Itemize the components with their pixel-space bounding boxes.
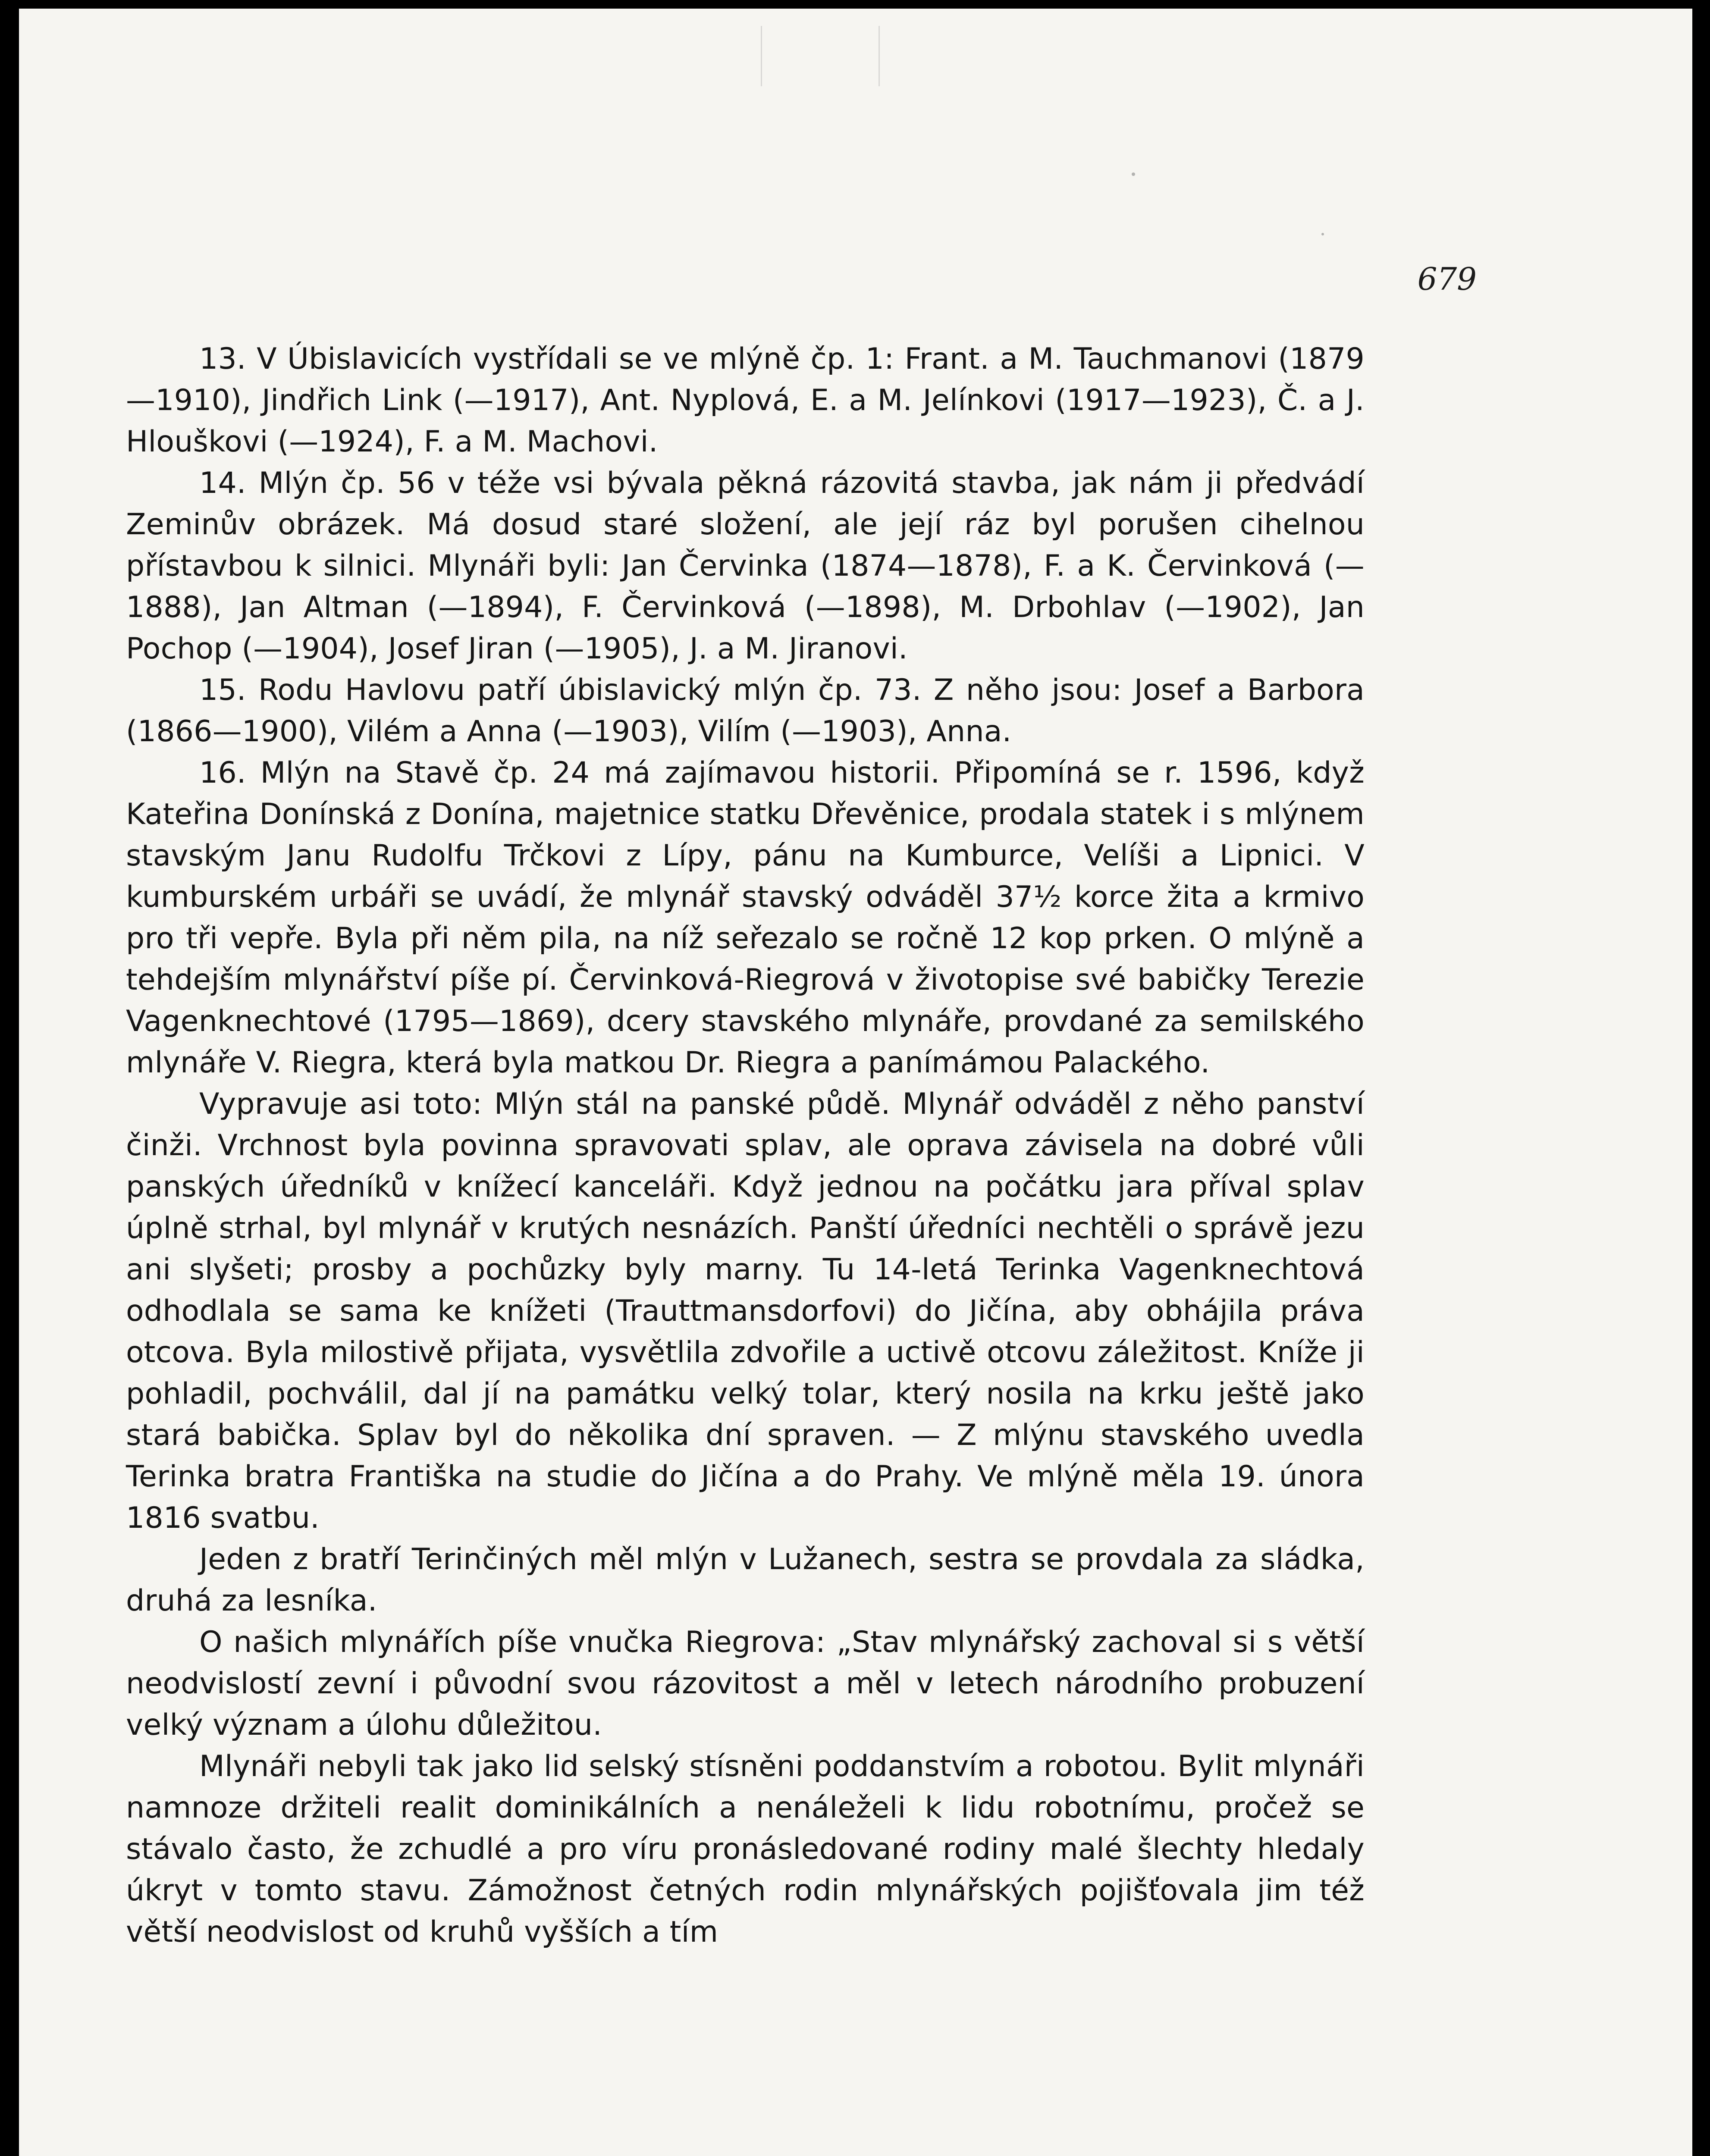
document-page <box>19 9 1692 2156</box>
paragraph-narrative: Vypravuje asi toto: Mlýn stál na panské půdě. Mlynář odváděl z něho panství činži. Vrchnost byla povinna spravovati splav, ale oprava závisela na dobré vůli panských úředníků v knížecí kanceláři. Když jednou na počátku jara příval splav úplně strhal, byl mlynář v krutých nesnázích. Panští úředníci nechtěli o správě jezu ani slyšeti; prosby a pochůzky byly marny. Tu 14-letá Terinka Vagenknechtová odhodlala se sama ke knížeti (Trauttmansdorfovi) do Jičína, aby obhájila práva otcova. Byla milostivě přijata, vysvětlila zdvořile a uctivě otcovu záležitost. Kníže ji pohladil, pochválil, dal jí na památku velký tolar, který nosila na krku ještě jako stará babička. Splav byl do několika dní spraven. — Z mlýnu stavského uvedla Terinka bratra Františka na studie do Jičína a do Prahy. Ve mlýně měla 19. února 1816 svatbu. <box>126 1087 1365 1535</box>
paragraph-13: 13. V Úbislavicích vystřídali se ve mlýně čp. 1: Frant. a M. Tauchmanovi (1879—1910), Jindřich Link (—1917), Ant. Nyplová, E. a M. Jelínkovi (1917—1923), Č. a J. Hlouškovi (—1924), F. a M. Machovi. <box>126 342 1365 459</box>
paragraph-brothers: Jeden z bratří Terinčiných měl mlýn v Lužanech, sestra se provdala za sládka, druhá za lesníka. <box>126 1542 1365 1618</box>
paragraph-millers: Mlynáři nebyli tak jako lid selský stísněni poddanstvím a robotou. Bylit mlynáři namnoze držiteli realit dominikálních a nenáleželi k lidu robotnímu, pročež se stávalo často, že zchudlé a pro víru pronásledované rodiny malé šlechty hledaly úkryt v tomto stavu. Zámožnost četných rodin mlynářských pojišťovala jim též větší neodvislost od kruhů vyšších a tím <box>126 1749 1365 1949</box>
paragraph-15: 15. Rodu Havlovu patří úbislavický mlýn čp. 73. Z něho jsou: Josef a Barbora (1866—1900), Vilém a Anna (—1903), Vilím (—1903), Anna. <box>126 673 1365 749</box>
page-number: 679 <box>1417 261 1477 297</box>
paragraph-quote-start: O našich mlynářích píše vnučka Riegrova: „Stav mlynářský zachoval si s větší neodvislostí zevní i původní svou rázovitost a měl v letech národního probuzení velký význam a úlohu důležitou. <box>126 1625 1365 1742</box>
paragraph-14: 14. Mlýn čp. 56 v téže vsi bývala pěkná rázovitá stavba, jak nám ji předvádí Zeminův obrázek. Má dosud staré složení, ale její ráz byl porušen cihelnou přístavbou k silnici. Mlynáři byli: Jan Červinka (1874—1878), F. a K. Červinková (—1888), Jan Altman (—1894), F. Červinková (—1898), M. Drbohlav (—1902), Jan Pochop (—1904), Josef Jiran (—1905), J. a M. Jiranovi. <box>126 466 1365 666</box>
scan-speck <box>1321 233 1324 235</box>
body-text <box>126 338 1365 1953</box>
scan-artifact <box>761 26 880 86</box>
scan-speck <box>1132 172 1135 176</box>
paragraph-16: 16. Mlýn na Stavě čp. 24 má zajímavou historii. Připomíná se r. 1596, když Kateřina Donínská z Donína, majetnice statku Dřevěnice, prodala statek i s mlýnem stavským Janu Rudolfu Trčkovi z Lípy, pánu na Kumburce, Velíši a Lipnici. V kumburském urbáři se uvádí, že mlynář stavský odváděl 37½ korce žita a krmivo pro tři vepře. Byla při něm pila, na níž seřezalo se ročně 12 kop prken. O mlýně a tehdejším mlynářství píše pí. Červinková-Riegrová v životopise své babičky Terezie Vagenknechtové (1795—1869), dcery stavského mlynáře, provdané za semilského mlynáře V. Riegra, která byla matkou Dr. Riegra a panímámou Palackého. <box>126 756 1365 1080</box>
